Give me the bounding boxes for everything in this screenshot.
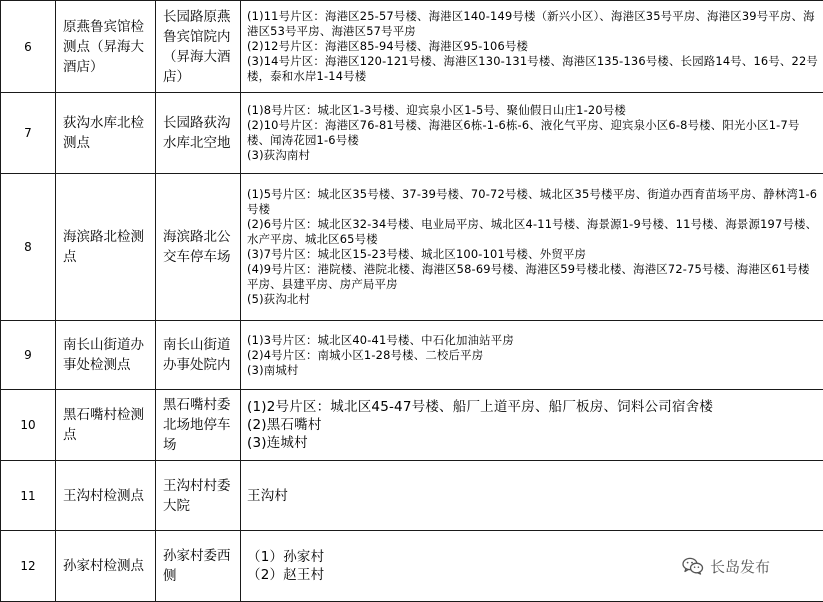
area-line: (1)8号片区：城北区1-3号楼、迎宾泉小区1-5号、聚仙假日山庄1-20号楼 bbox=[247, 103, 819, 118]
area-line: (4)9号片区：港院楼、港院北楼、海港区58-69号楼、海港区59号楼北楼、海港区72-75号楼、海港区61号楼平房、县建平房、房产局平房 bbox=[247, 262, 819, 292]
test-point-location: 南长山街道办事处院内 bbox=[156, 321, 241, 390]
area-line: (2)黑石嘴村 bbox=[247, 416, 819, 434]
covered-areas bbox=[241, 461, 823, 531]
row-number: 12 bbox=[1, 531, 56, 602]
watermark-text: 长岛发布 bbox=[710, 556, 770, 577]
area-line: (2)12号片区：海港区85-94号楼、海港区95-106号楼 bbox=[247, 39, 819, 54]
test-point-location: 王沟村村委大院 bbox=[156, 461, 241, 531]
covered-areas bbox=[241, 1, 823, 93]
area-line: (3)南城村 bbox=[247, 363, 819, 378]
area-line: （1）孙家村 bbox=[247, 548, 819, 566]
row-number: 8 bbox=[1, 174, 56, 321]
area-line: (1)11号片区：海港区25-57号楼、海港区140-149号楼（新兴小区）、海港区35号平房、海港区39号平房、海港区53号平房、海港区57号平房 bbox=[247, 9, 819, 39]
test-point-name: 原燕鲁宾馆检测点（昇海大酒店） bbox=[56, 1, 156, 93]
area-line: （2）赵王村 bbox=[247, 566, 819, 584]
test-point-name: 孙家村检测点 bbox=[56, 531, 156, 602]
test-point-name: 南长山街道办事处检测点 bbox=[56, 321, 156, 390]
covered-areas bbox=[241, 390, 823, 461]
row-number: 10 bbox=[1, 390, 56, 461]
row-number: 6 bbox=[1, 1, 56, 93]
covered-areas bbox=[241, 93, 823, 174]
table-row bbox=[1, 321, 823, 390]
wechat-account-watermark bbox=[682, 556, 770, 576]
area-line: (1)3号片区：城北区40-41号楼、中石化加油站平房 bbox=[247, 333, 819, 348]
area-line: (5)荻沟北村 bbox=[247, 292, 819, 307]
area-line: (1)2号片区：城北区45-47号楼、船厂上道平房、船厂板房、饲料公司宿舍楼 bbox=[247, 398, 819, 416]
test-point-name: 海滨路北检测点 bbox=[56, 174, 156, 321]
table-row bbox=[1, 93, 823, 174]
area-line: (2)10号片区：海港区76-81号楼、海港区6栋-1-6栋-6、液化气平房、迎宾泉小区6-8号楼、阳光小区1-7号楼、闻涛花园1-6号楼 bbox=[247, 118, 819, 148]
row-number: 11 bbox=[1, 461, 56, 531]
test-point-name: 荻沟水库北检测点 bbox=[56, 93, 156, 174]
test-point-name: 黑石嘴村检测点 bbox=[56, 390, 156, 461]
test-point-location: 黑石嘴村委北场地停车场 bbox=[156, 390, 241, 461]
area-line: (1)5号片区：城北区35号楼、37-39号楼、70-72号楼、城北区35号楼平房、街道办西育苗场平房、静林湾1-6号楼 bbox=[247, 187, 819, 217]
table-row bbox=[1, 174, 823, 321]
covered-areas bbox=[241, 321, 823, 390]
test-point-location: 长园路荻沟水库北空地 bbox=[156, 93, 241, 174]
area-line: (2)6号片区：城北区32-34号楼、电业局平房、城北区4-11号楼、海景源1-9号楼、11号楼、海景源197号楼、水产平房、城北区65号楼 bbox=[247, 217, 819, 247]
table-row bbox=[1, 461, 823, 531]
test-point-location: 海滨路北公交车停车场 bbox=[156, 174, 241, 321]
test-point-name: 王沟村检测点 bbox=[56, 461, 156, 531]
area-line: (3)荻沟南村 bbox=[247, 148, 819, 163]
table-row bbox=[1, 1, 823, 93]
row-number: 7 bbox=[1, 93, 56, 174]
area-line: (3)连城村 bbox=[247, 434, 819, 452]
row-number: 9 bbox=[1, 321, 56, 390]
wechat-icon bbox=[682, 557, 704, 575]
test-point-location: 长园路原燕鲁宾馆院内（昇海大酒店） bbox=[156, 1, 241, 93]
area-line: 王沟村 bbox=[247, 487, 819, 505]
test-point-location: 孙家村委西侧 bbox=[156, 531, 241, 602]
area-line: (2)4号片区：南城小区1-28号楼、二校后平房 bbox=[247, 348, 819, 363]
covered-areas bbox=[241, 174, 823, 321]
area-line: (3)7号片区：城北区15-23号楼、城北区100-101号楼、外贸平房 bbox=[247, 247, 819, 262]
area-line: (3)14号片区：海港区120-121号楼、海港区130-131号楼、海港区135-136号楼、长园路14号、16号、22号楼，泰和水岸1-14号楼 bbox=[247, 54, 819, 84]
table-row bbox=[1, 390, 823, 461]
